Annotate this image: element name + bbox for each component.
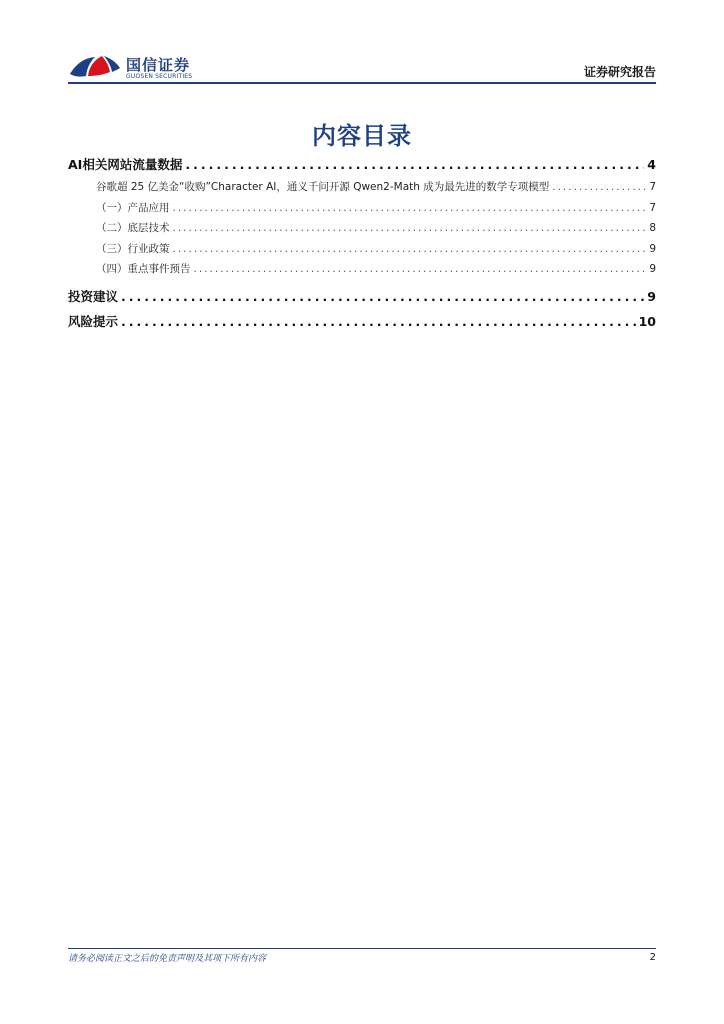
toc-entry-underlying-tech[interactable]: [68, 218, 656, 239]
toc-entry-page: 4: [647, 157, 656, 172]
toc-leader-dots: [194, 259, 647, 280]
guosen-logo: [68, 50, 208, 84]
toc-title: 内容目录: [312, 122, 412, 150]
toc-entry-weekly-highlight[interactable]: [68, 177, 656, 198]
toc-entry-page: 8: [649, 222, 656, 234]
toc-entry-industry-policy[interactable]: [68, 239, 656, 260]
page-header: [68, 50, 656, 84]
toc-leader-dots: [185, 154, 644, 176]
toc-entry-page: 7: [649, 201, 656, 214]
toc-entry-page: 9: [647, 288, 656, 304]
toc-entry-label: 谷歌超 25 亿美金“收购”Character AI，通义千问开源 Qwen2-Math 成为最先进的数学专项模型: [96, 181, 550, 193]
toc-entry-label: （二）底层技术: [96, 222, 170, 234]
toc-leader-dots: [552, 177, 646, 198]
page-number: 2: [649, 952, 656, 963]
logo-chinese-text: 国信证券: [126, 56, 191, 74]
logo-english-text: GUOSEN SECURITIES: [126, 73, 193, 80]
toc-entry-label: （三）行业政策: [96, 242, 170, 255]
toc-leader-dots: [173, 198, 647, 219]
toc-entry-key-events[interactable]: [68, 259, 656, 280]
toc-entry-page: 9: [649, 242, 656, 255]
table-of-contents: [68, 154, 656, 333]
toc-entry-investment-advice[interactable]: [68, 286, 656, 311]
toc-entry-page: 10: [638, 313, 656, 329]
toc-leader-dots: [121, 311, 636, 333]
guosen-logo-icon: [68, 52, 122, 82]
toc-entry-product-application[interactable]: [68, 198, 656, 219]
toc-leader-dots: [173, 218, 647, 239]
toc-entry-label: 风险提示: [68, 313, 119, 329]
toc-entry-page: 7: [649, 181, 656, 193]
toc-entry-risk-warning[interactable]: [68, 311, 656, 333]
toc-entry-page: 9: [649, 263, 656, 275]
toc-leader-dots: [121, 286, 644, 308]
footer-divider: [68, 948, 656, 949]
toc-entry-label: （四）重点事件预告: [96, 263, 191, 275]
header-divider: [68, 82, 656, 84]
toc-entry-traffic-data[interactable]: [68, 154, 656, 177]
toc-leader-dots: [173, 239, 647, 260]
report-type-label: 证券研究报告: [583, 65, 656, 79]
footer-disclaimer: 请务必阅读正文之后的免责声明及其项下所有内容: [68, 954, 267, 964]
toc-entry-label: 投资建议: [68, 288, 119, 304]
toc-entry-label: AI相关网站流量数据: [68, 157, 183, 172]
toc-entry-label: （一）产品应用: [96, 201, 170, 214]
